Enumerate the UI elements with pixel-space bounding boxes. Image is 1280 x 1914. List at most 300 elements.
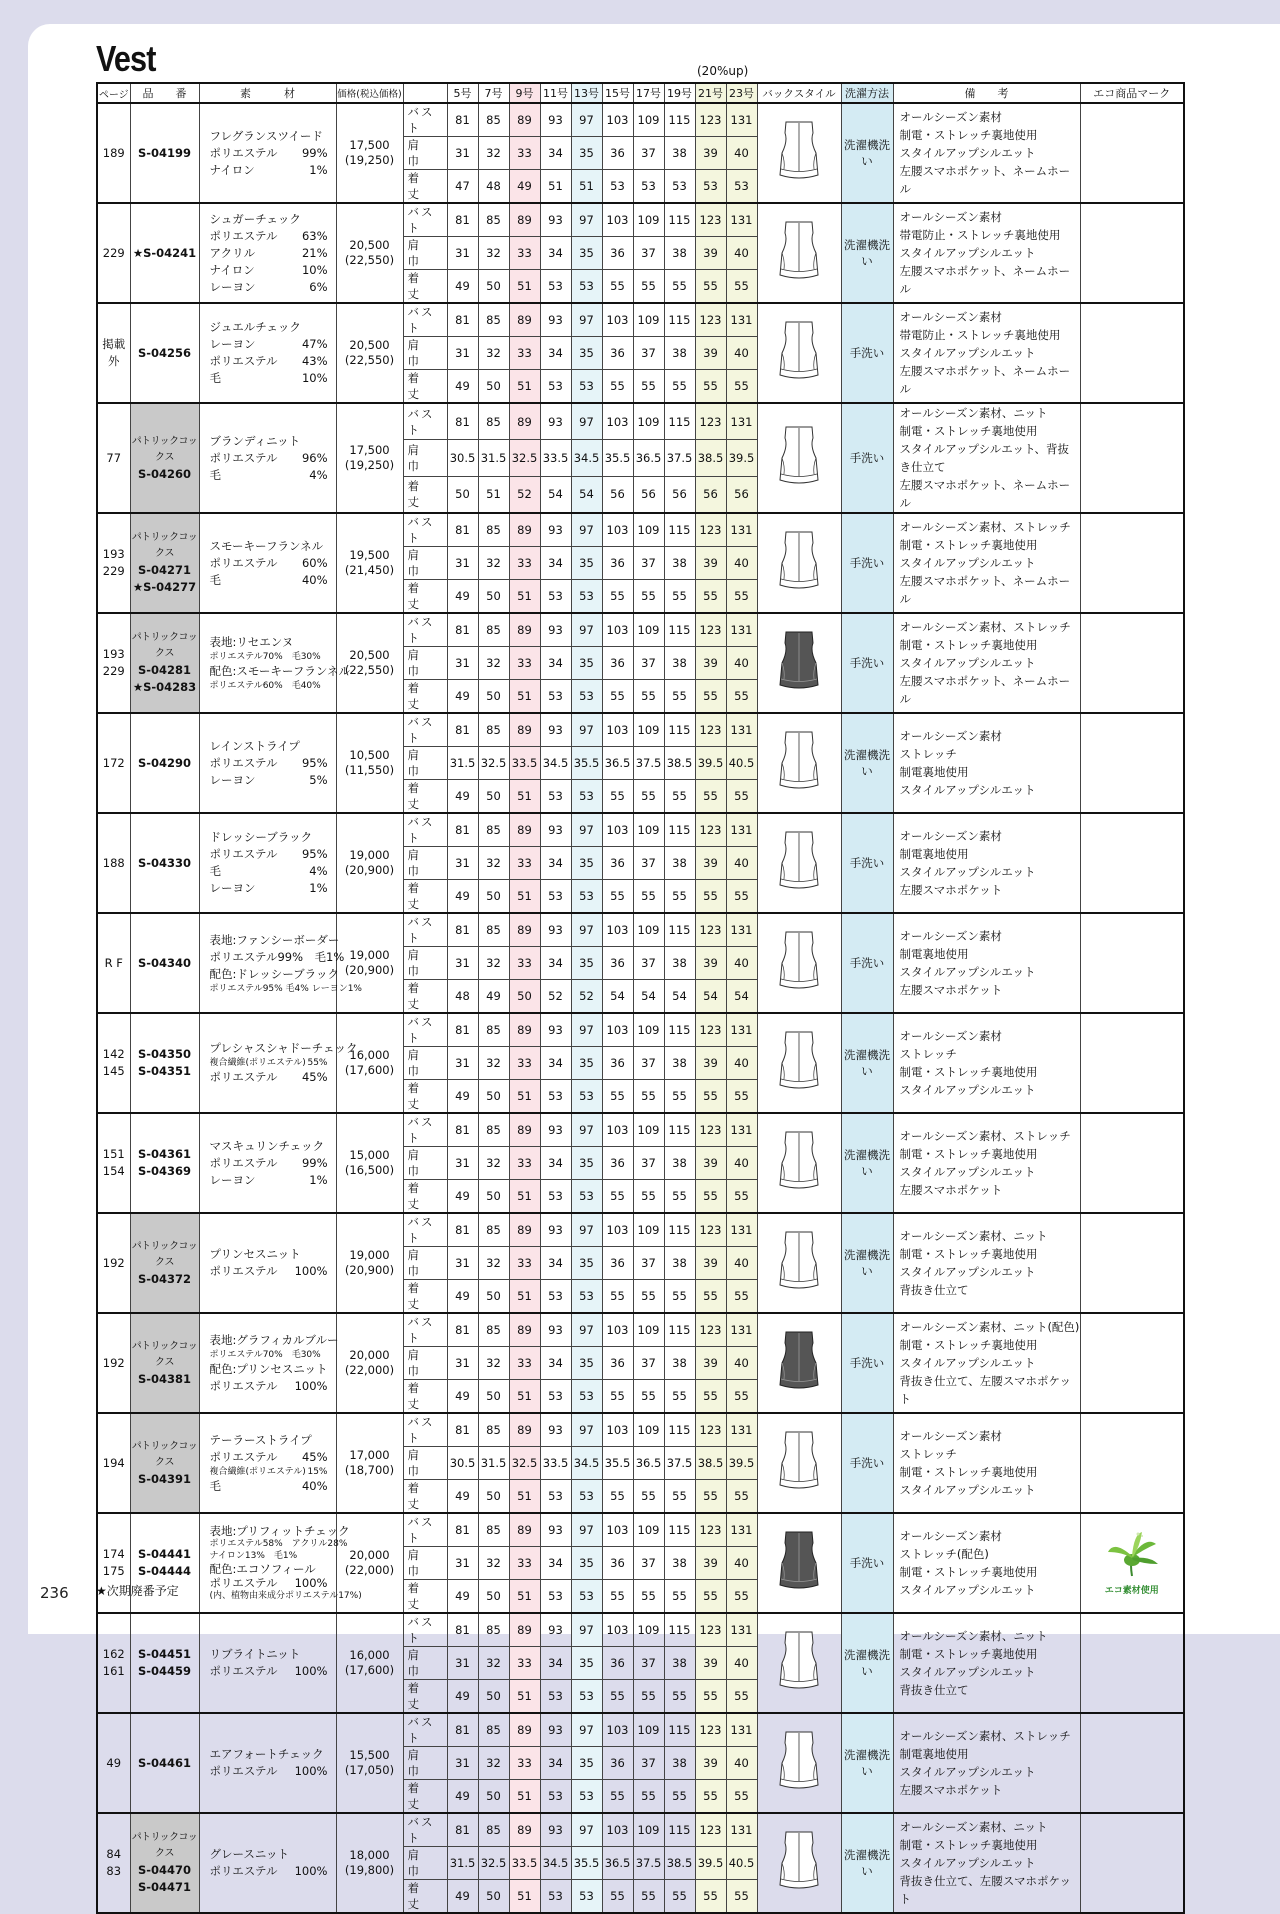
product-code-cell	[130, 303, 199, 403]
size-value: 36	[602, 947, 633, 980]
size-value: 55	[633, 1380, 664, 1414]
spec-row-bust	[97, 613, 1184, 647]
size-value: 51	[540, 170, 571, 204]
size-value: 36	[602, 547, 633, 580]
size-value: 34.5	[571, 1447, 602, 1480]
size-value: 32.5	[509, 1447, 540, 1480]
material-cell	[199, 1613, 336, 1713]
material-name: ナイロン	[209, 162, 255, 177]
size-value: 103	[602, 1213, 633, 1247]
size-value: 55	[726, 780, 757, 814]
size-value: 37	[633, 1047, 664, 1080]
header-size: 5号	[447, 83, 478, 103]
price: 16,000	[349, 1648, 390, 1662]
size-value: 38.5	[664, 1847, 695, 1880]
measure-label: バスト	[403, 403, 447, 440]
price-cell	[336, 1713, 403, 1813]
size-value: 51	[571, 170, 602, 204]
size-value: 50	[478, 880, 509, 914]
size-value: 55	[602, 1480, 633, 1514]
size-value: 53	[726, 170, 757, 204]
size-value: 55	[664, 1480, 695, 1514]
size-value: 31	[447, 1147, 478, 1180]
catalog-page-ref	[97, 1013, 130, 1113]
size-value: 93	[540, 203, 571, 237]
material-percent: 55%	[307, 1058, 328, 1068]
size-value: 31.5	[447, 1847, 478, 1880]
note-line: スタイルアップシルエット	[899, 246, 1036, 260]
price-cell	[336, 613, 403, 713]
measure-label: 着 丈	[403, 1780, 447, 1814]
size-value: 31	[447, 1047, 478, 1080]
material-line	[209, 1040, 358, 1057]
material-cell	[199, 103, 336, 203]
price-with-tax: (22,550)	[344, 253, 395, 267]
size-value: 34	[540, 1547, 571, 1580]
size-value: 109	[633, 513, 664, 547]
product-code: S-04381	[137, 1371, 192, 1386]
material-line	[210, 1646, 328, 1663]
size-value: 89	[509, 1313, 540, 1347]
size-value: 123	[695, 203, 726, 237]
size-value: 109	[633, 813, 664, 847]
size-value: 35	[571, 847, 602, 880]
header-notes: 備 考	[893, 83, 1080, 103]
note-line: オールシーズン素材	[899, 1029, 1002, 1043]
measure-label: 肩 巾	[403, 1347, 447, 1380]
notes-cell	[893, 1113, 1080, 1213]
back-style-cell	[757, 103, 841, 203]
size-value: 53	[540, 580, 571, 614]
size-value: 89	[509, 403, 540, 440]
brand-label: パトリックコックス	[131, 1832, 198, 1859]
price-with-tax: (21,450)	[344, 563, 395, 577]
product-code: S-04199	[137, 145, 192, 160]
spec-row-bust	[97, 513, 1184, 547]
header-size: 13号	[571, 83, 602, 103]
note-line: スタイルアップシルエット	[899, 965, 1036, 979]
size-value: 93	[540, 913, 571, 947]
size-value: 55	[664, 1680, 695, 1714]
price: 20,500	[349, 648, 390, 662]
spec-row-bust	[97, 1413, 1184, 1447]
size-value: 85	[478, 1213, 509, 1247]
size-value: 49	[447, 1780, 478, 1814]
size-value: 33	[509, 547, 540, 580]
size-value: 40.5	[726, 1847, 757, 1880]
size-value: 55	[726, 680, 757, 714]
size-value: 40	[726, 1147, 757, 1180]
material-line	[210, 245, 328, 262]
size-value: 39	[695, 847, 726, 880]
notes-cell	[893, 1013, 1080, 1113]
product-code: S-04271	[137, 563, 192, 577]
wash-method: 洗濯機洗い	[841, 1813, 893, 1913]
note-line: 左腰スマホポケット、ネームホール	[899, 364, 1071, 396]
size-value: 38	[664, 1047, 695, 1080]
material-line	[209, 949, 345, 966]
size-value: 93	[540, 613, 571, 647]
size-value: 51	[509, 1680, 540, 1714]
size-value: 55	[726, 370, 757, 404]
size-value: 55	[695, 780, 726, 814]
notes-cell	[893, 913, 1080, 1013]
size-value: 55	[633, 880, 664, 914]
size-value: 89	[509, 1713, 540, 1747]
size-value: 55	[695, 1780, 726, 1814]
note-line: スタイルアップシルエット	[899, 1665, 1036, 1679]
size-value: 55	[695, 1880, 726, 1914]
material-line	[210, 370, 328, 387]
size-value: 34	[540, 1747, 571, 1780]
size-value: 35	[571, 1247, 602, 1280]
size-value: 123	[695, 513, 726, 547]
page-ref: 175	[102, 1564, 125, 1578]
page-ref: 174	[102, 1547, 125, 1561]
notes-cell	[893, 713, 1080, 813]
size-value: 103	[602, 813, 633, 847]
measure-label: 着 丈	[403, 270, 447, 304]
material-name: レーヨン	[209, 337, 256, 351]
measure-label: 肩 巾	[403, 1447, 447, 1480]
size-value: 85	[478, 203, 509, 237]
material-line	[210, 145, 328, 162]
size-value: 53	[540, 1480, 571, 1514]
size-value: 55	[664, 580, 695, 614]
size-value: 89	[509, 513, 540, 547]
page-ref: 229	[102, 245, 125, 260]
note-line: オールシーズン素材、ストレッチ	[899, 1129, 1071, 1143]
size-value: 85	[478, 1313, 509, 1347]
eco-mark-cell	[1080, 403, 1184, 513]
size-value: 85	[478, 913, 509, 947]
size-value: 36.5	[602, 1847, 633, 1880]
product-code: S-04361	[137, 1147, 192, 1161]
material-percent: 10%	[301, 371, 328, 385]
size-value: 33	[509, 237, 540, 270]
spec-row-bust	[97, 1813, 1184, 1847]
price-cell	[336, 813, 403, 913]
size-value: 53	[571, 1080, 602, 1114]
size-value: 97	[571, 403, 602, 440]
size-value: 55	[695, 1080, 726, 1114]
size-value: 54	[602, 980, 633, 1014]
page-ref: 162	[102, 1647, 125, 1661]
price-with-tax: (19,250)	[344, 153, 395, 167]
material-line	[210, 1746, 328, 1763]
material-line	[210, 1057, 328, 1069]
size-value: 32	[478, 1747, 509, 1780]
note-line: 制電裏地使用	[899, 947, 969, 961]
note-line: 背抜き仕立て	[899, 1683, 969, 1697]
measure-label: 肩 巾	[403, 1647, 447, 1680]
size-value: 109	[633, 303, 664, 337]
page-ref: 172	[102, 755, 125, 770]
product-code-cell	[130, 1213, 199, 1313]
measure-label: バスト	[403, 1213, 447, 1247]
size-value: 33	[509, 1047, 540, 1080]
size-value: 35	[571, 1647, 602, 1680]
product-code: S-04372	[137, 1271, 192, 1286]
vest-spec-table	[96, 82, 1185, 1914]
size-value: 33	[509, 1347, 540, 1380]
size-value: 131	[726, 1113, 757, 1147]
note-line: スタイルアップシルエット	[899, 346, 1036, 360]
material-name: ポリエステル60% 毛40%	[209, 681, 321, 691]
size-value: 38	[664, 647, 695, 680]
price-with-tax: (17,600)	[344, 1063, 395, 1077]
vest-back-icon	[776, 729, 822, 795]
size-value: 38	[664, 947, 695, 980]
notes-cell	[893, 103, 1080, 203]
vest-back-icon	[776, 1229, 822, 1295]
size-value: 53	[571, 1880, 602, 1914]
size-value: 55	[726, 1580, 757, 1614]
size-value: 31	[447, 1247, 478, 1280]
material-line	[210, 1069, 328, 1086]
size-value: 36.5	[633, 1447, 664, 1480]
measure-label: 着 丈	[403, 1280, 447, 1314]
size-value: 50	[478, 1880, 509, 1914]
header-size: 15号	[602, 83, 633, 103]
measure-label: 肩 巾	[403, 237, 447, 270]
size-value: 38	[664, 337, 695, 370]
back-style-cell	[757, 513, 841, 613]
size-value: 51	[509, 270, 540, 304]
wash-method: 手洗い	[841, 513, 893, 613]
material-cell	[199, 1813, 336, 1913]
size-value: 33.5	[509, 1847, 540, 1880]
measure-label: バスト	[403, 1713, 447, 1747]
material-name: ポリエステル	[209, 1664, 278, 1678]
size-value: 33.5	[509, 747, 540, 780]
material-line	[210, 1378, 328, 1395]
note-line: オールシーズン素材、ストレッチ	[899, 520, 1071, 534]
vest-back-icon	[776, 529, 822, 595]
measure-label: 着 丈	[403, 1680, 447, 1714]
material-name: 表地:ファンシーボーダー	[209, 932, 340, 947]
material-line	[210, 1246, 328, 1263]
size-value: 48	[447, 980, 478, 1014]
material-cell	[199, 1413, 336, 1513]
size-value: 55	[602, 1880, 633, 1914]
size-value: 131	[726, 613, 757, 647]
material-name: ポリエステル	[209, 450, 278, 465]
size-value: 32	[478, 137, 509, 170]
notes-cell	[893, 1313, 1080, 1413]
size-value: 109	[633, 1313, 664, 1347]
notes-cell	[893, 1213, 1080, 1313]
size-value: 55	[664, 1780, 695, 1814]
measure-label: 着 丈	[403, 580, 447, 614]
size-value: 51	[509, 580, 540, 614]
note-line: 制電・ストレッチ裏地使用	[899, 1147, 1038, 1161]
size-value: 32	[478, 1047, 509, 1080]
price-cell	[336, 713, 403, 813]
page-ref: 84	[106, 1847, 122, 1861]
material-line	[210, 128, 328, 145]
note-line: オールシーズン素材	[899, 310, 1002, 324]
size-value: 55	[726, 1480, 757, 1514]
product-code-cell	[130, 203, 199, 303]
size-value: 40	[726, 1347, 757, 1380]
size-value: 34	[540, 1647, 571, 1680]
price-cell	[336, 513, 403, 613]
note-line: オールシーズン素材	[899, 110, 1002, 124]
size-value: 34	[540, 337, 571, 370]
material-cell	[199, 1713, 336, 1813]
spec-row-bust	[97, 713, 1184, 747]
size-value: 49	[447, 1080, 478, 1114]
size-value: 93	[540, 1313, 571, 1347]
eco-mark-cell	[1080, 1513, 1184, 1613]
eco-mark-cell	[1080, 913, 1184, 1013]
size-value: 55	[695, 880, 726, 914]
page-ref: 161	[102, 1664, 125, 1678]
size-value: 97	[571, 1513, 602, 1547]
material-line	[210, 1263, 328, 1280]
material-line	[210, 1478, 328, 1495]
size-value: 40	[726, 547, 757, 580]
size-value: 123	[695, 1013, 726, 1047]
note-line: オールシーズン素材、ニット	[899, 1820, 1048, 1834]
size-value: 39	[695, 237, 726, 270]
material-line	[210, 1663, 328, 1680]
material-name: ポリエステル	[209, 228, 278, 243]
product-code: ★S-04277	[132, 580, 197, 594]
material-name: ポリエステル99% 毛1%	[209, 949, 345, 964]
size-value: 55	[633, 270, 664, 304]
measure-label: 肩 巾	[403, 747, 447, 780]
size-value: 131	[726, 1413, 757, 1447]
size-value: 37.5	[664, 1447, 695, 1480]
size-value: 81	[447, 1213, 478, 1247]
size-value: 35	[571, 1047, 602, 1080]
size-value: 39	[695, 647, 726, 680]
wash-method: 手洗い	[841, 613, 893, 713]
size-value: 115	[664, 1113, 695, 1147]
material-line	[209, 1590, 362, 1602]
material-percent: 15%	[307, 1466, 328, 1477]
size-value: 53	[571, 580, 602, 614]
material-name: 毛	[209, 864, 221, 878]
size-value: 39.5	[695, 747, 726, 780]
wash-method: 洗濯機洗い	[841, 1013, 893, 1113]
measure-label: 着 丈	[403, 370, 447, 404]
material-name: 表地:グラフィカルブルー	[209, 1332, 339, 1347]
material-cell	[199, 403, 336, 513]
size-value: 85	[478, 103, 509, 137]
product-code: S-04330	[137, 855, 192, 870]
size-value: 53	[571, 270, 602, 304]
material-name: ポリエステル	[209, 145, 278, 160]
material-name: エアフォートチェック	[209, 1747, 324, 1761]
catalog-page-ref	[97, 1713, 130, 1813]
size-value: 53	[540, 1280, 571, 1314]
material-line	[210, 1349, 328, 1361]
size-value: 55	[664, 780, 695, 814]
note-line: 制電・ストレッチ裏地使用	[899, 424, 1038, 438]
material-name: ポリエステル	[209, 1264, 278, 1278]
header-measure	[403, 83, 447, 103]
size-value: 37	[633, 1147, 664, 1180]
product-code-cell	[130, 713, 199, 813]
note-line: 制電裏地使用	[899, 765, 969, 779]
size-value: 50	[478, 1780, 509, 1814]
material-name: フレグランスツイード	[209, 128, 323, 143]
material-name: レーヨン	[209, 1172, 256, 1187]
note-line: スタイルアップシルエット、背抜き仕立て	[899, 442, 1069, 474]
size-value: 39.5	[695, 1847, 726, 1880]
size-value: 35	[571, 137, 602, 170]
catalog-page-ref	[97, 713, 130, 813]
price: 20,500	[349, 338, 390, 352]
price-cell	[336, 303, 403, 403]
size-value: 103	[602, 613, 633, 647]
size-value: 39	[695, 1147, 726, 1180]
size-value: 49	[447, 1380, 478, 1414]
note-line: オールシーズン素材	[899, 829, 1002, 843]
vest-back-icon	[776, 1529, 822, 1595]
material-name: 毛	[209, 371, 221, 385]
size-value: 123	[695, 1513, 726, 1547]
size-value: 36	[602, 137, 633, 170]
size-value: 40	[726, 647, 757, 680]
spec-row-bust	[97, 1313, 1184, 1347]
size-value: 50	[478, 1180, 509, 1214]
size-value: 81	[447, 713, 478, 747]
notes-cell	[893, 813, 1080, 913]
material-line	[210, 651, 328, 663]
size-value: 115	[664, 613, 695, 647]
size-value: 85	[478, 1013, 509, 1047]
size-value: 53	[540, 1080, 571, 1114]
price-with-tax: (22,550)	[344, 663, 395, 677]
size-value: 81	[447, 1113, 478, 1147]
material-percent: 4%	[309, 864, 328, 878]
size-value: 55	[726, 1680, 757, 1714]
size-value: 53	[540, 1680, 571, 1714]
size-value: 40	[726, 1247, 757, 1280]
measure-label: バスト	[403, 813, 447, 847]
price: 19,000	[349, 848, 390, 862]
size-value: 31	[447, 237, 478, 270]
size-value: 50	[509, 980, 540, 1014]
size-value: 123	[695, 813, 726, 847]
material-line	[210, 467, 328, 484]
brand-label: パトリックコックス	[131, 435, 198, 463]
size-value: 53	[540, 1880, 571, 1914]
price-cell	[336, 1113, 403, 1213]
price: 16,000	[349, 1048, 390, 1062]
size-value: 50	[478, 1080, 509, 1114]
material-percent: 47%	[301, 337, 328, 351]
size-value: 36	[602, 1247, 633, 1280]
size-value: 40	[726, 1047, 757, 1080]
size-value: 35	[571, 1747, 602, 1780]
size-value: 109	[633, 1213, 664, 1247]
size-value: 97	[571, 813, 602, 847]
page-ref: 192	[102, 1255, 125, 1270]
size-value: 97	[571, 1713, 602, 1747]
brand-label: パトリックコックス	[131, 1440, 198, 1468]
catalog-page-ref	[97, 913, 130, 1013]
material-name: レーヨン	[209, 772, 256, 787]
size-value: 35.5	[602, 1447, 633, 1480]
measure-label: バスト	[403, 613, 447, 647]
size-value: 89	[509, 913, 540, 947]
size-value: 36	[602, 1647, 633, 1680]
